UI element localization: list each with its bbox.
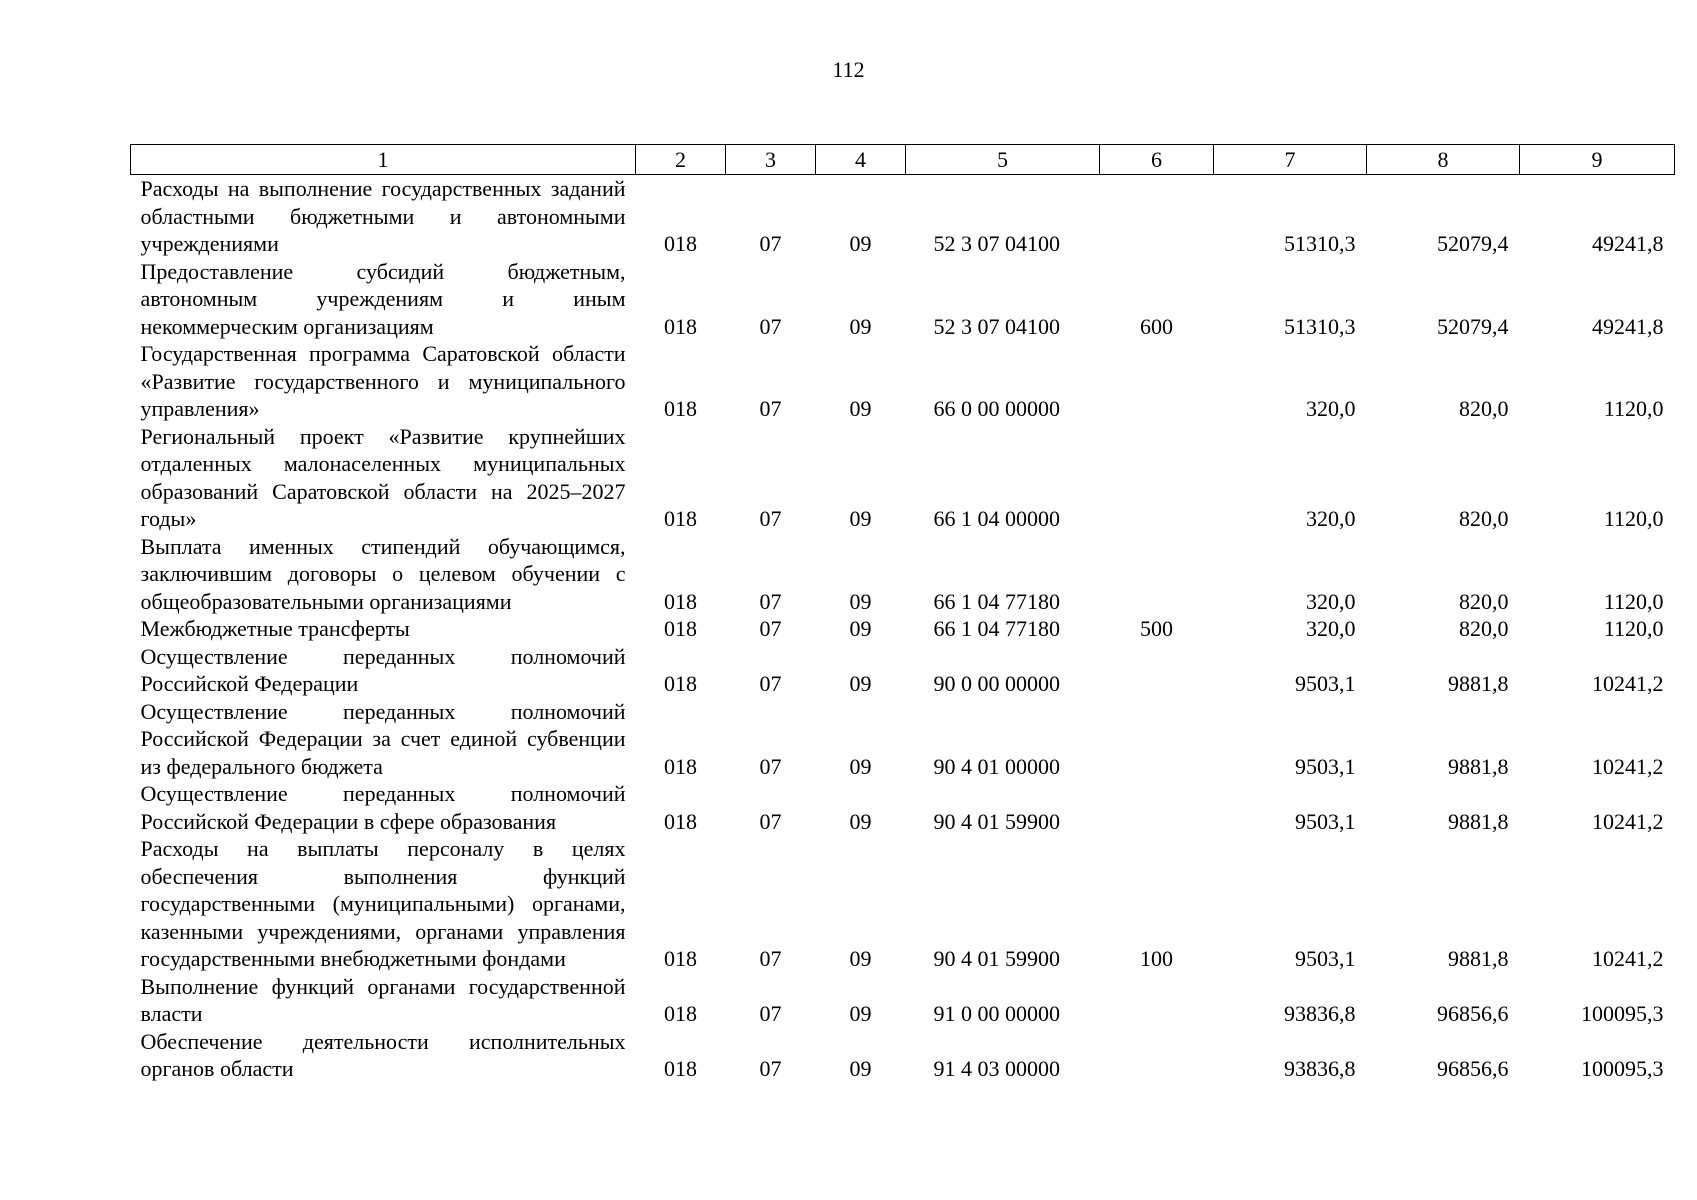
col-2-value: 018: [664, 588, 697, 614]
col-4-value: 09: [849, 231, 872, 256]
header-col-2: 2: [636, 145, 726, 175]
col-7-value: 9503,1: [1295, 753, 1356, 779]
col-3-value: 07: [759, 506, 782, 531]
row-description: Осуществление переданных полномочий Российской Федерации за счет единой субвенции из федерального бюджета: [140, 698, 626, 779]
row-description: Обеспечение деятельности исполнительных органов области: [140, 1028, 626, 1081]
col-2-value: 018: [664, 396, 697, 421]
row-description: Государственная программа Саратовской области «Развитие государственного и муниципального управления»: [140, 341, 626, 421]
col-3-value: 07: [759, 946, 782, 971]
col-8-value: 52079,4: [1437, 231, 1509, 256]
col-9-value: 10241,2: [1592, 946, 1664, 971]
col-7-value: 320,0: [1306, 616, 1356, 641]
row-description: Предоставление субсидий бюджетным, автономным учреждениям и иным некоммерческим организациям: [140, 258, 626, 339]
col-7-value: 9503,1: [1295, 946, 1356, 971]
row-description: Расходы на выплаты персоналу в целях обеспечения выполнения функций государственными (муниципальными) органами, казенными учреждениями, органами управления государственными внебюджетными фондами: [140, 836, 626, 971]
col-8-value: 96856,6: [1437, 1001, 1509, 1026]
col-5-value: 90 4 01 59900: [933, 946, 1060, 971]
row-description: Региональный проект «Развитие крупнейших отдаленных малонаселенных муниципальных образований Саратовской области на 2025–2027 годы»: [140, 423, 626, 531]
col-9-value: 1120,0: [1603, 396, 1664, 421]
col-6-value: [1100, 423, 1214, 533]
col-5-value: 90 4 01 59900: [933, 808, 1060, 834]
col-6-value: [1100, 643, 1214, 698]
col-9-value: 49241,8: [1592, 231, 1664, 256]
table-row: [131, 973, 1675, 1028]
col-5-value: 90 0 00 00000: [933, 671, 1060, 696]
col-8-value: 820,0: [1459, 396, 1509, 421]
col-8-value: 9881,8: [1448, 808, 1509, 834]
col-8-value: 820,0: [1459, 588, 1509, 614]
col-7-value: 320,0: [1306, 396, 1356, 421]
col-7-value: 320,0: [1306, 506, 1356, 531]
col-6-value: 100: [1140, 946, 1173, 971]
col-7-value: 93836,8: [1284, 1056, 1356, 1081]
row-description: Расходы на выполнение государственных заданий областными бюджетными и автономными учреждениями: [140, 176, 626, 256]
col-3-value: 07: [759, 671, 782, 696]
col-2-value: 018: [664, 1001, 697, 1026]
col-9-value: 49241,8: [1592, 313, 1664, 339]
table-row: [131, 258, 1675, 341]
col-3-value: 07: [759, 753, 782, 779]
col-3-value: 07: [759, 231, 782, 256]
col-6-value: 600: [1140, 313, 1173, 339]
table-row: [131, 340, 1675, 423]
col-8-value: 820,0: [1459, 506, 1509, 531]
col-5-value: 66 1 04 00000: [933, 506, 1060, 531]
row-description: Осуществление переданных полномочий Российской Федерации в сфере образования: [140, 781, 626, 834]
col-9-value: 10241,2: [1592, 671, 1664, 696]
col-8-value: 9881,8: [1448, 753, 1509, 779]
col-4-value: 09: [849, 753, 872, 779]
col-4-value: 09: [849, 808, 872, 834]
col-8-value: 9881,8: [1448, 671, 1509, 696]
table-row: [131, 698, 1675, 781]
col-2-value: 018: [664, 808, 697, 834]
col-4-value: 09: [849, 946, 872, 971]
row-description: Осуществление переданных полномочий Российской Федерации: [140, 643, 626, 696]
col-4-value: 09: [849, 313, 872, 339]
header-col-3: 3: [726, 145, 816, 175]
col-6-value: [1100, 780, 1214, 835]
col-5-value: 66 1 04 77180: [933, 616, 1060, 641]
col-8-value: 96856,6: [1437, 1056, 1509, 1081]
col-7-value: 51310,3: [1284, 313, 1356, 339]
col-9-value: 1120,0: [1603, 588, 1664, 614]
col-9-value: 1120,0: [1603, 616, 1664, 641]
col-9-value: 100095,3: [1581, 1056, 1664, 1081]
row-description: Выплата именных стипендий обучающимся, заключившим договоры о целевом обучении с общеобразовательными организациями: [140, 533, 626, 614]
col-7-value: 9503,1: [1295, 808, 1356, 834]
col-2-value: 018: [664, 231, 697, 256]
header-col-5: 5: [906, 145, 1100, 175]
header-col-9: 9: [1520, 145, 1675, 175]
table-row: [131, 835, 1675, 973]
header-row: [131, 145, 1675, 175]
table-row: [131, 175, 1675, 258]
col-6-value: [1100, 973, 1214, 1028]
table-body: [131, 175, 1675, 1083]
col-4-value: 09: [849, 616, 872, 641]
col-4-value: 09: [849, 588, 872, 614]
col-9-value: 10241,2: [1592, 753, 1664, 779]
col-2-value: 018: [664, 506, 697, 531]
col-9-value: 10241,2: [1592, 808, 1664, 834]
col-3-value: 07: [759, 396, 782, 421]
col-3-value: 07: [759, 313, 782, 339]
col-5-value: 91 0 00 00000: [933, 1001, 1060, 1026]
col-4-value: 09: [849, 1056, 872, 1081]
header-col-1: 1: [131, 145, 636, 175]
col-2-value: 018: [664, 753, 697, 779]
col-6-value: [1100, 698, 1214, 781]
col-5-value: 90 4 01 00000: [933, 753, 1060, 779]
col-5-value: 66 1 04 77180: [933, 588, 1060, 614]
col-6-value: 500: [1140, 616, 1173, 641]
col-5-value: 91 4 03 00000: [933, 1056, 1060, 1081]
col-7-value: 51310,3: [1284, 231, 1356, 256]
col-6-value: [1100, 1028, 1214, 1083]
col-7-value: 320,0: [1306, 588, 1356, 614]
col-2-value: 018: [664, 671, 697, 696]
table-row: [131, 615, 1675, 643]
col-4-value: 09: [849, 671, 872, 696]
col-6-value: [1100, 533, 1214, 616]
col-5-value: 52 3 07 04100: [933, 231, 1060, 256]
col-2-value: 018: [664, 1056, 697, 1081]
col-8-value: 9881,8: [1448, 946, 1509, 971]
col-6-value: [1100, 340, 1214, 423]
col-9-value: 1120,0: [1603, 506, 1664, 531]
col-2-value: 018: [664, 946, 697, 971]
table-row: [131, 1028, 1675, 1083]
row-description: Межбюджетные трансферты: [140, 616, 410, 641]
header-col-7: 7: [1214, 145, 1367, 175]
col-4-value: 09: [849, 506, 872, 531]
table-row: [131, 780, 1675, 835]
col-8-value: 820,0: [1459, 616, 1509, 641]
col-5-value: 52 3 07 04100: [933, 313, 1060, 339]
col-3-value: 07: [759, 588, 782, 614]
table-row: [131, 423, 1675, 533]
table-row: [131, 643, 1675, 698]
row-description: Выполнение функций органами государственной власти: [140, 973, 626, 1026]
col-4-value: 09: [849, 396, 872, 421]
col-2-value: 018: [664, 616, 697, 641]
table-row: [131, 533, 1675, 616]
col-7-value: 9503,1: [1295, 671, 1356, 696]
col-6-value: [1100, 175, 1214, 258]
col-4-value: 09: [849, 1001, 872, 1026]
col-3-value: 07: [759, 1056, 782, 1081]
col-9-value: 100095,3: [1581, 1001, 1664, 1026]
header-col-6: 6: [1100, 145, 1214, 175]
col-3-value: 07: [759, 616, 782, 641]
budget-table: [130, 144, 1675, 1083]
header-col-8: 8: [1367, 145, 1520, 175]
col-7-value: 93836,8: [1284, 1001, 1356, 1026]
col-3-value: 07: [759, 1001, 782, 1026]
col-5-value: 66 0 00 00000: [933, 396, 1060, 421]
col-2-value: 018: [664, 313, 697, 339]
col-8-value: 52079,4: [1437, 313, 1509, 339]
col-3-value: 07: [759, 808, 782, 834]
header-col-4: 4: [816, 145, 906, 175]
page-number: 112: [832, 57, 865, 82]
